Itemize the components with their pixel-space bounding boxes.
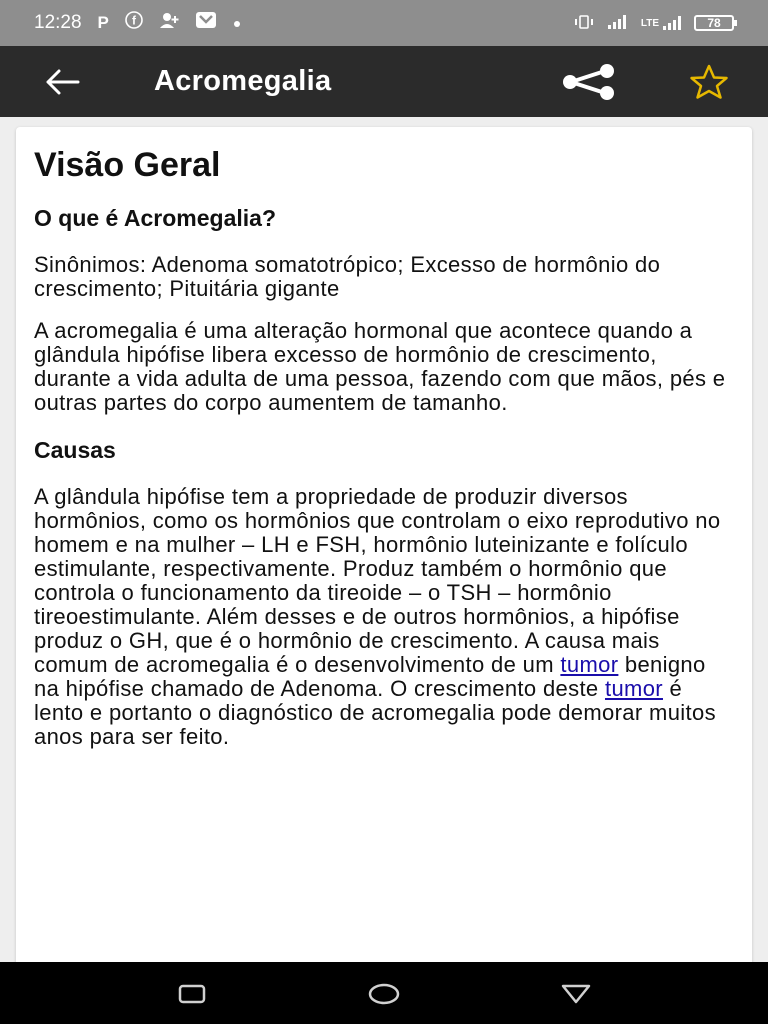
battery-level: 78: [707, 16, 721, 30]
share-button[interactable]: [556, 54, 622, 110]
add-person-icon: [159, 12, 179, 34]
causes-text-part1: A glândula hipófise tem a propriedade de produzir diversos hormônios, como os hormônios que controlam o eixo reprodutivo no homem e na mulher – LH e FSH, hormônio luteinizante e folículo estimulante, respectivamente. Produz também o hormônio que controla o funcionamento da tireoide – o TSH – hormônio tireoestimulante. Além desses e de outros hormônios, a hipófise produz o GH, que é o hormônio de crescimento. A causa mais comum de acromegalia é o desenvolvimento de um: [34, 484, 721, 677]
mail-icon: [195, 11, 217, 35]
lte-signal-icon: [641, 15, 682, 31]
causes-paragraph: [34, 485, 732, 749]
signal-icon: [607, 14, 629, 33]
tumor-link[interactable]: tumor: [560, 652, 619, 677]
p-notification-icon: P: [97, 13, 109, 32]
back-button[interactable]: [32, 52, 92, 112]
arrow-left-icon: [44, 68, 80, 96]
vibrate-icon: [573, 14, 595, 33]
section-title-what-is: O que é Acromegalia?: [34, 205, 276, 231]
svg-text:f: f: [131, 13, 136, 28]
causes-text-part3: é lento e portanto o diagnóstico de acromegalia pode demorar muitos anos para ser feito.: [34, 676, 716, 749]
definition-paragraph: A acromegalia é uma alteração hormonal que acontece quando a glândula hipófise libera excesso de hormônio de crescimento, durante a vida adulta de uma pessoa, fazendo com que mãos, pés e outras partes do corpo aumentem de tamanho.: [34, 318, 726, 415]
circle-icon: [367, 982, 401, 1006]
article-card: [16, 127, 752, 977]
tumor-link[interactable]: tumor: [604, 676, 663, 701]
home-button[interactable]: [354, 974, 414, 1014]
favorite-button[interactable]: [676, 54, 742, 110]
triangle-icon: [560, 983, 592, 1005]
battery-icon: [694, 15, 734, 31]
dot-icon: [233, 12, 241, 34]
recents-button[interactable]: [162, 974, 222, 1014]
square-icon: [178, 983, 206, 1005]
share-icon: [560, 64, 618, 100]
clock: 12:28: [34, 12, 82, 33]
star-outline-icon: [680, 64, 738, 100]
causes-text-part2: benigno na hipófise chamado de Adenoma. O crescimento deste: [34, 652, 706, 701]
navigation-bar: [0, 962, 768, 1024]
app-bar: [0, 46, 768, 117]
back-nav-button[interactable]: [546, 974, 606, 1014]
overview-heading: Visão Geral: [34, 146, 221, 184]
synonyms-paragraph: Sinônimos: Adenoma somatotrópico; Excesso de hormônio do crescimento; Pituitária gigante: [34, 252, 661, 301]
status-bar: [0, 0, 768, 46]
network-label: LTE: [640, 17, 659, 29]
page-title: Acromegalia: [154, 65, 332, 97]
facebook-icon: [125, 11, 143, 35]
section-title-causes: Causas: [34, 437, 116, 463]
